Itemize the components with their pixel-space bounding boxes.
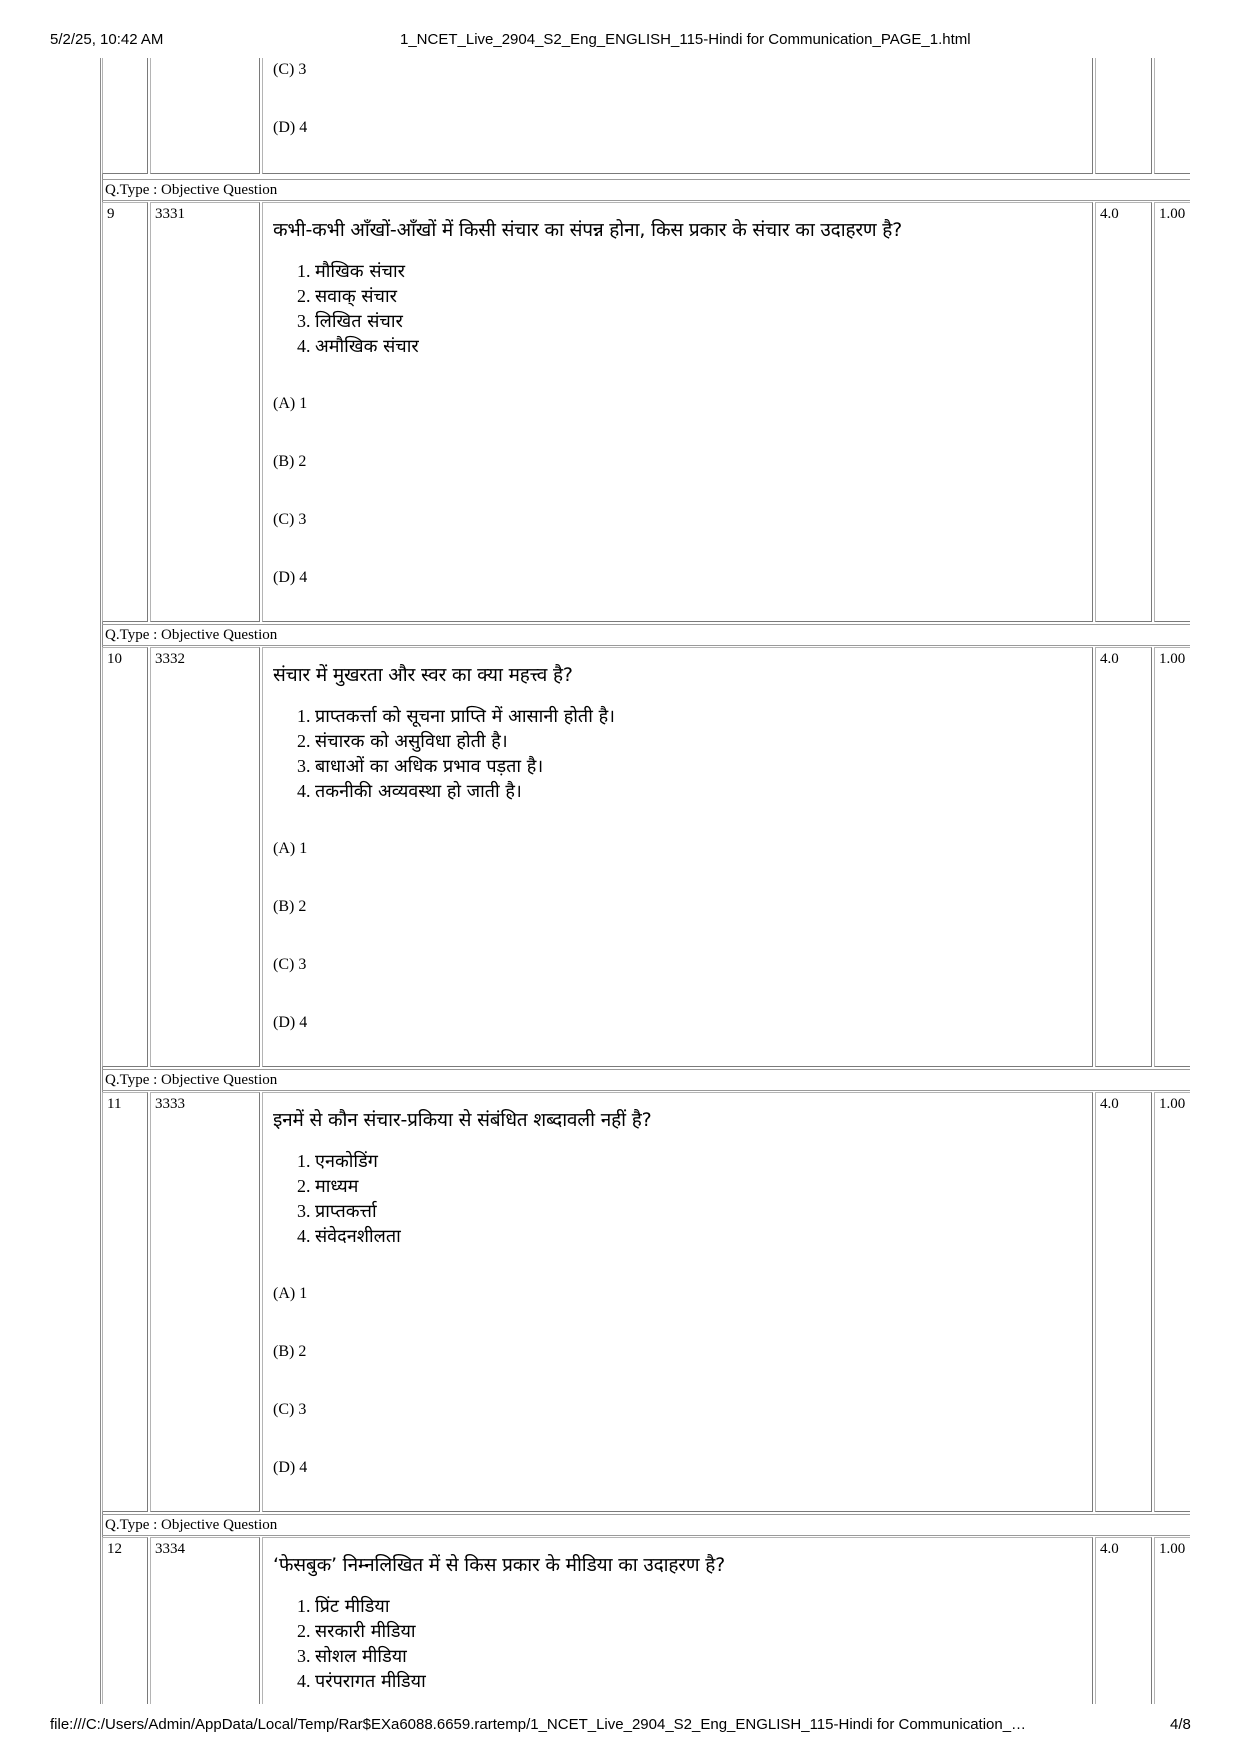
question-text: ‘फेसबुक’ निम्नलिखित में से किस प्रकार के मीडिया का उदाहरण है? <box>273 1554 725 1576</box>
option-item: 1. प्रिंट मीडिया <box>297 1596 390 1617</box>
negative-marks-cell: 1.00 <box>1154 202 1190 622</box>
qtype-row: Q.Type : Objective Question <box>102 179 1190 201</box>
choice-c: (C) 3 <box>273 511 307 528</box>
question-cell <box>262 647 1093 1067</box>
print-datetime: 5/2/25, 10:42 AM <box>50 31 164 48</box>
question-table <box>100 58 1190 1704</box>
question-text: इनमें से कौन संचार-प्रकिया से संबंधित शब्दावली नहीं है? <box>273 1109 652 1131</box>
question-cell <box>262 1537 1093 1704</box>
choice-d: (D) 4 <box>273 1014 308 1031</box>
print-title: 1_NCET_Live_2904_S2_Eng_ENGLISH_115-Hindi for Communication_PAGE_1.html <box>400 31 971 48</box>
question-id: 3334 <box>150 1537 260 1704</box>
choice-d: (D) 4 <box>273 119 308 136</box>
question-cell <box>262 202 1093 622</box>
fragment-id-cell <box>150 58 260 174</box>
option-item: 2. माध्यम <box>297 1176 359 1197</box>
option-item: 2. सवाक् संचार <box>297 286 398 307</box>
question-number: 10 <box>102 647 148 1067</box>
choice-b: (B) 2 <box>273 898 307 915</box>
option-item: 1. एनकोडिंग <box>297 1151 378 1172</box>
question-id: 3331 <box>150 202 260 622</box>
option-item: 3. सोशल मीडिया <box>297 1646 407 1667</box>
qtype-row: Q.Type : Objective Question <box>102 624 1190 646</box>
option-item: 4. संवेदनशीलता <box>297 1226 401 1247</box>
question-cell <box>262 1092 1093 1512</box>
option-item: 1. मौखिक संचार <box>297 261 405 282</box>
question-text: संचार में मुखरता और स्वर का क्या महत्त्व है? <box>273 664 573 686</box>
marks-cell: 4.0 <box>1095 647 1152 1067</box>
negative-marks-cell: 1.00 <box>1154 647 1190 1067</box>
option-list <box>297 259 1088 359</box>
option-item: 4. तकनीकी अव्यवस्था हो जाती है। <box>297 781 522 802</box>
choice-c: (C) 3 <box>273 61 307 78</box>
print-header <box>0 31 1240 53</box>
question-number: 11 <box>102 1092 148 1512</box>
question-id: 3332 <box>150 647 260 1067</box>
question-number: 12 <box>102 1537 148 1704</box>
print-footer <box>0 1716 1240 1738</box>
choice-b: (B) 2 <box>273 1343 307 1360</box>
qtype-row: Q.Type : Objective Question <box>102 1514 1190 1536</box>
option-item: 3. प्राप्तकर्त्ता <box>297 1201 377 1222</box>
option-item: 3. लिखित संचार <box>297 311 403 332</box>
option-item: 2. सरकारी मीडिया <box>297 1621 416 1642</box>
fragment-marks-cell <box>1095 58 1152 174</box>
choice-c: (C) 3 <box>273 956 307 973</box>
qtype-row: Q.Type : Objective Question <box>102 1069 1190 1091</box>
option-item: 3. बाधाओं का अधिक प्रभाव पड़ता है। <box>297 756 544 777</box>
marks-cell: 4.0 <box>1095 1537 1152 1704</box>
choice-a: (A) 1 <box>273 840 308 857</box>
negative-marks-cell: 1.00 <box>1154 1537 1190 1704</box>
option-list <box>297 1149 1088 1249</box>
choice-d: (D) 4 <box>273 569 308 586</box>
fragment-question-cell <box>262 58 1093 174</box>
option-list <box>297 704 1088 804</box>
page-number: 4/8 <box>1170 1716 1191 1733</box>
choice-b: (B) 2 <box>273 453 307 470</box>
choice-a: (A) 1 <box>273 395 308 412</box>
marks-cell: 4.0 <box>1095 202 1152 622</box>
marks-cell: 4.0 <box>1095 1092 1152 1512</box>
choice-c: (C) 3 <box>273 1401 307 1418</box>
fragment-num-cell <box>102 58 148 174</box>
file-path: file:///C:/Users/Admin/AppData/Local/Temp/Rar$EXa6088.6659.rartemp/1_NCET_Live_2904_S2_Eng_ENGLISH_115-Hindi for Communication_… <box>50 1716 1027 1733</box>
option-item: 4. अमौखिक संचार <box>297 336 419 357</box>
option-item: 4. परंपरागत मीडिया <box>297 1671 426 1692</box>
question-number: 9 <box>102 202 148 622</box>
table-border-left <box>100 58 101 1704</box>
option-item: 1. प्राप्तकर्त्ता को सूचना प्राप्ति में आसानी होती है। <box>297 706 615 727</box>
choice-d: (D) 4 <box>273 1459 308 1476</box>
option-item: 2. संचारक को असुविधा होती है। <box>297 731 508 752</box>
question-text: कभी-कभी आँखों-आँखों में किसी संचार का संपन्न होना, किस प्रकार के संचार का उदाहरण है? <box>273 219 903 241</box>
question-id: 3333 <box>150 1092 260 1512</box>
option-list <box>297 1594 1088 1694</box>
negative-marks-cell: 1.00 <box>1154 1092 1190 1512</box>
choice-a: (A) 1 <box>273 1285 308 1302</box>
fragment-negative-cell <box>1154 58 1190 174</box>
